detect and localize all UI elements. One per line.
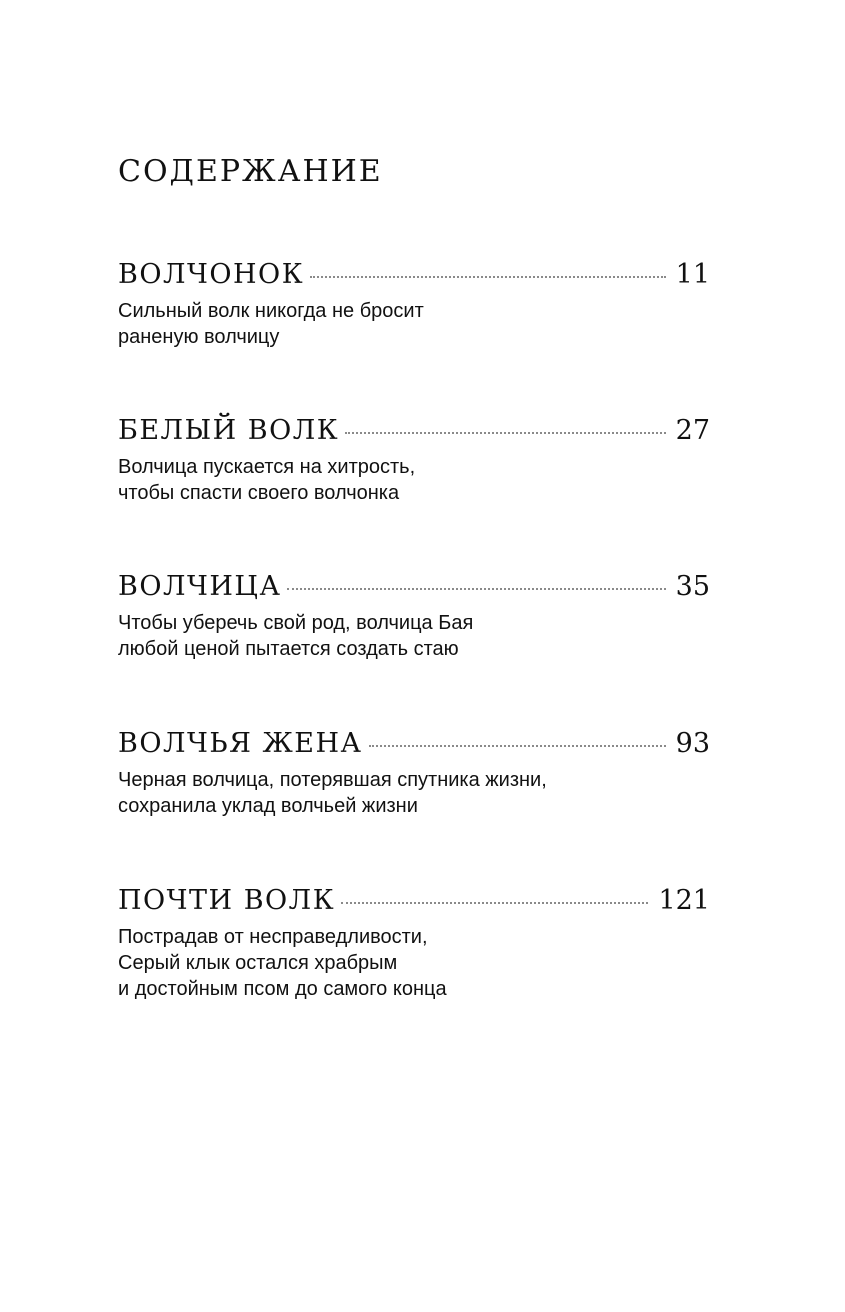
dot-leader: [310, 276, 666, 278]
description-line: Черная волчица, потерявшая спутника жизни,: [118, 769, 547, 791]
dot-leader: [345, 432, 665, 434]
toc-entry-description: [118, 610, 710, 662]
toc-entry-header: [118, 414, 710, 448]
description-line: Пострадав от несправедливости,: [118, 926, 428, 948]
toc-entry-description: [118, 454, 710, 506]
toc-entry-header: [118, 258, 710, 292]
toc-entry-title: ВОЛЧОНОК: [118, 259, 305, 290]
toc-entry-3[interactable]: [118, 570, 710, 662]
description-line: Волчица пускается на хитрость,: [118, 456, 416, 478]
dot-leader: [287, 588, 665, 590]
dot-leader: [341, 902, 648, 904]
toc-entry-title: ВОЛЧИЦА: [118, 571, 282, 602]
toc-entry-1[interactable]: [118, 258, 710, 350]
toc-entry-2[interactable]: [118, 414, 710, 506]
description-line: чтобы спасти своего волчонка: [118, 482, 400, 504]
toc-entry-description: [118, 924, 710, 1002]
description-line: Серый клык остался храбрым: [118, 952, 398, 974]
toc-entry-page-number: 27: [675, 415, 710, 446]
description-line: раненую волчицу: [118, 326, 280, 348]
description-line: Сильный волк никогда не бросит: [118, 300, 424, 322]
toc-entry-title: ВОЛЧЬЯ ЖЕНА: [118, 728, 363, 759]
toc-entry-5[interactable]: [118, 884, 710, 1002]
description-line: любой ценой пытается создать стаю: [118, 638, 459, 660]
dot-leader: [369, 745, 666, 747]
toc-entry-title: БЕЛЫЙ ВОЛК: [118, 415, 340, 446]
toc-entry-title: ПОЧТИ ВОЛК: [118, 885, 336, 916]
page-title: СОДЕРЖАНИЕ: [118, 154, 383, 189]
description-line: сохранила уклад волчьей жизни: [118, 795, 418, 817]
toc-entry-4[interactable]: [118, 727, 710, 819]
toc-entry-page-number: 121: [658, 885, 710, 916]
toc-entry-header: [118, 884, 710, 918]
toc-entry-header: [118, 727, 710, 761]
toc-entry-description: [118, 767, 710, 819]
toc-entry-header: [118, 570, 710, 604]
toc-entry-page-number: 93: [675, 728, 710, 759]
toc-entry-page-number: 35: [675, 571, 710, 602]
description-line: Чтобы уберечь свой род, волчица Бая: [118, 612, 474, 634]
toc-entry-description: [118, 298, 710, 350]
description-line: и достойным псом до самого конца: [118, 978, 447, 1000]
toc-entry-page-number: 11: [675, 259, 710, 290]
